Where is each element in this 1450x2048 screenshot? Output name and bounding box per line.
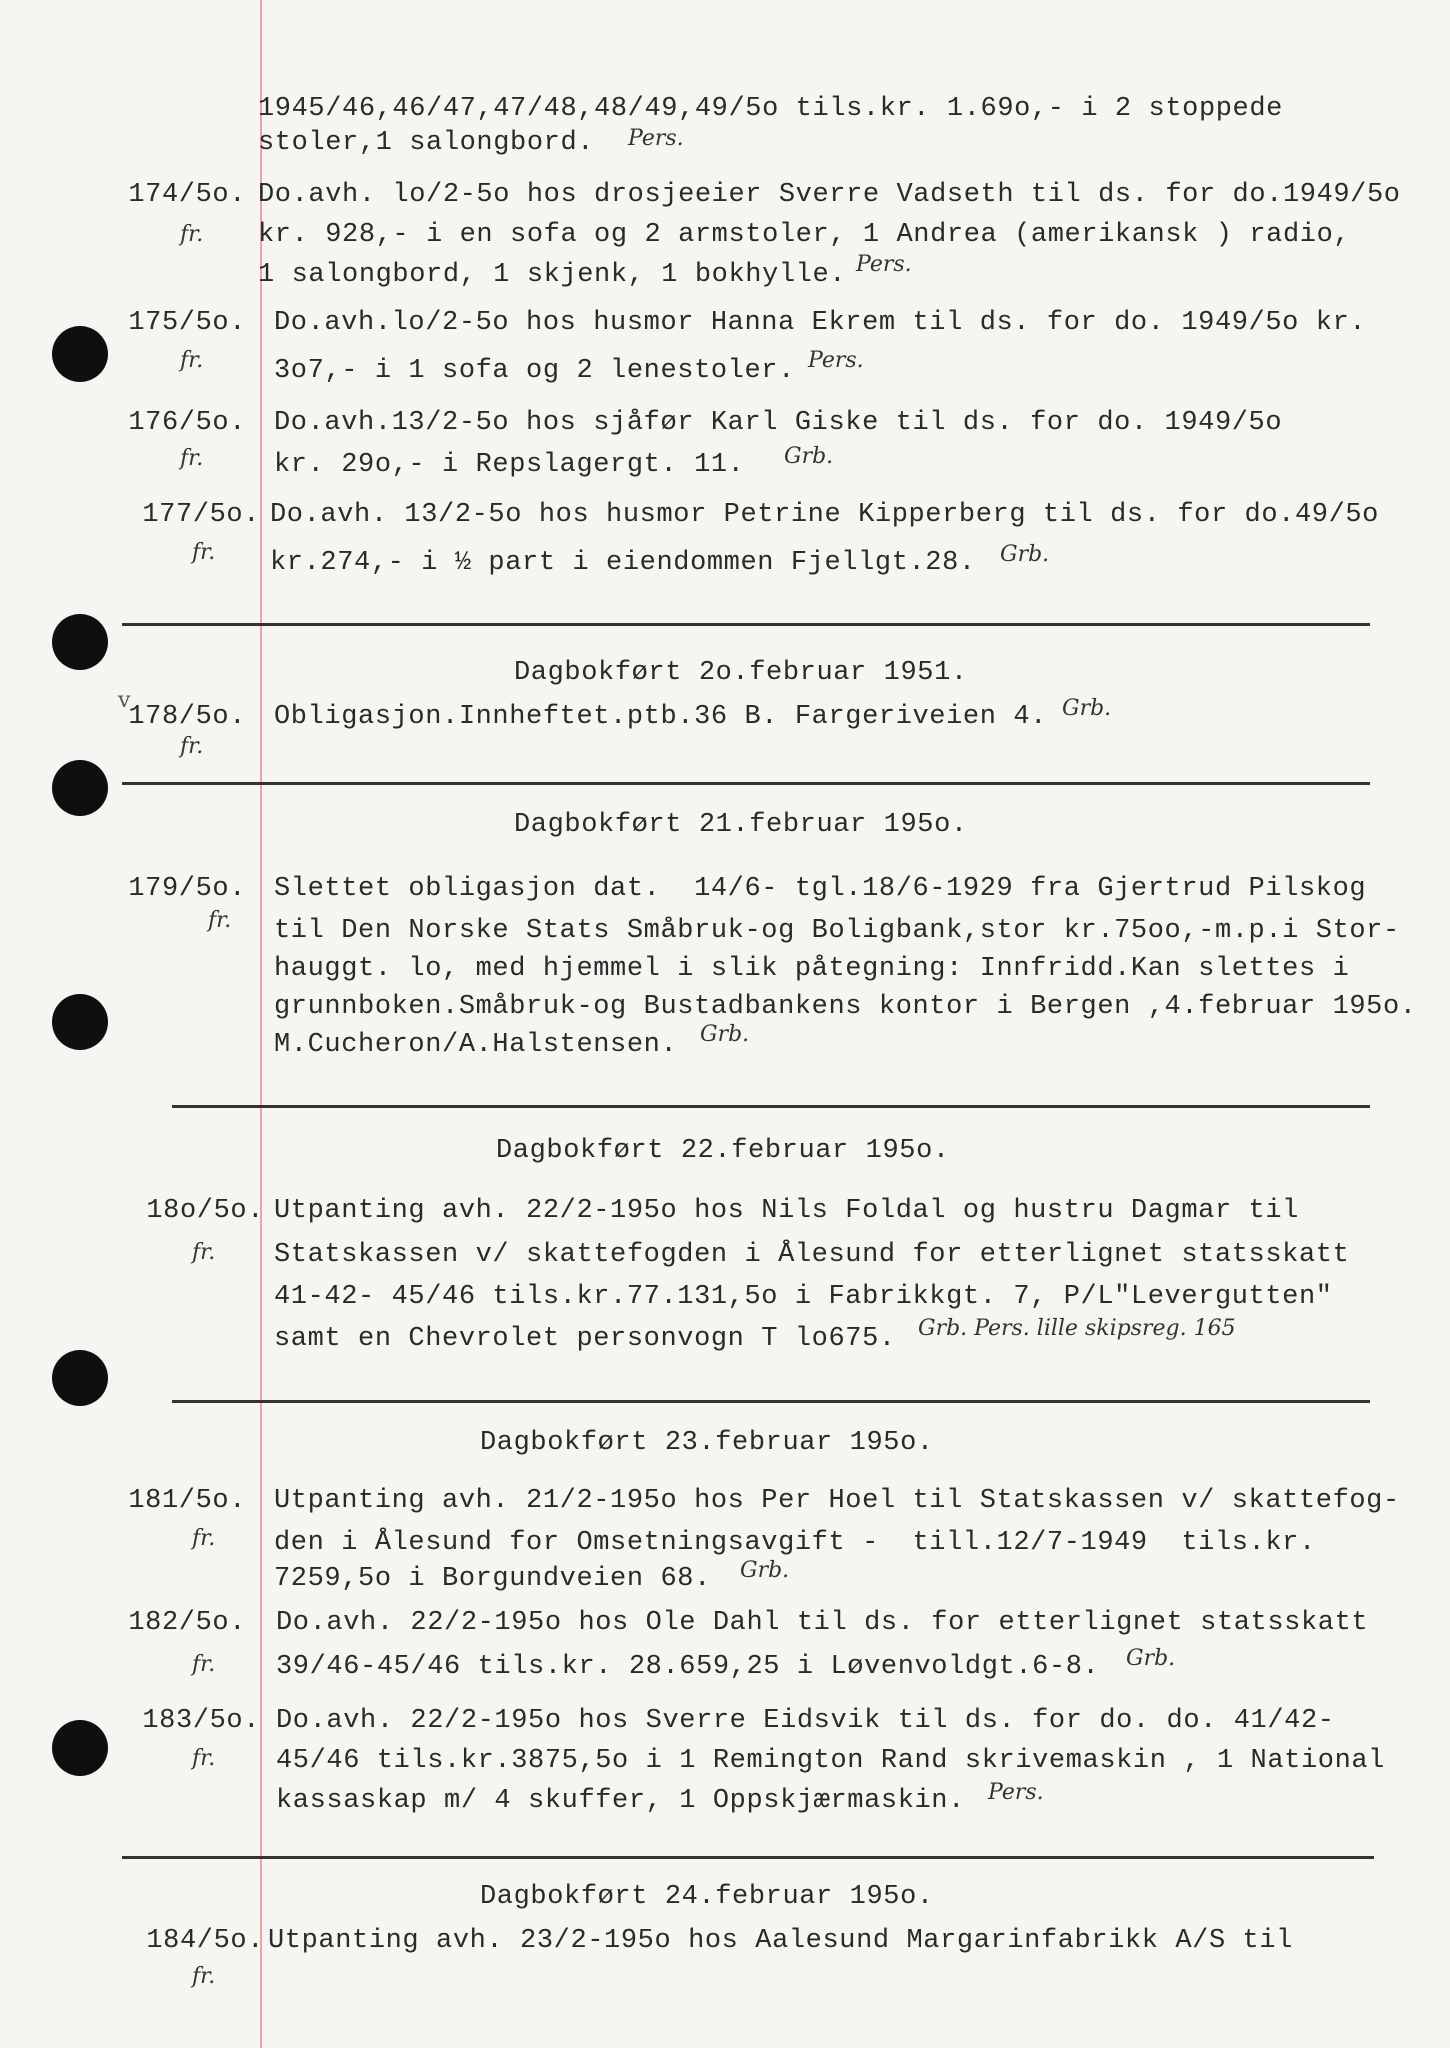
margin-mark: fr. (180, 446, 204, 471)
entry-line: 3o7,- i 1 sofa og 2 lenestoler. (274, 356, 795, 386)
margin-mark: fr. (192, 1526, 216, 1551)
entry-line: kr. 29o,- i Repslagergt. 11. (274, 450, 745, 480)
date-heading: Dagbokført 21.februar 195o. (514, 810, 968, 840)
signature: Grb. (1000, 542, 1050, 567)
signature: Pers. (988, 1780, 1044, 1805)
entry-line: Statskassen v/ skattefogden i Ålesund for etterlignet statsskatt (274, 1240, 1350, 1270)
entry-line: grunnboken.Småbruk-og Bustadbankens kontor i Bergen ,4.februar 195o. (274, 992, 1417, 1022)
entry-line: 1945/46,46/47,47/48,48/49,49/5o tils.kr. 1.69o,- i 2 stoppede (258, 94, 1283, 124)
margin-mark: fr. (180, 734, 204, 759)
margin-mark: fr. (208, 908, 232, 933)
entry-line: Obligasjon.Innheftet.ptb.36 B. Fargeriveien 4. (274, 702, 1047, 732)
margin-mark: fr. (180, 348, 204, 373)
entry-line: Utpanting avh. 21/2-195o hos Per Hoel til Statskassen v/ skattefog- (274, 1486, 1400, 1516)
entry-line: stoler,1 salongbord. (258, 128, 595, 158)
punch-hole (52, 614, 108, 670)
signature: Pers. (628, 126, 684, 151)
entry-number: 177/5o. (142, 500, 260, 530)
entry-line: til Den Norske Stats Småbruk-og Boligbank,stor kr.75oo,-m.p.i Stor- (274, 916, 1400, 946)
entry-line: 45/46 tils.kr.3875,5o i 1 Remington Rand skrivemaskin , 1 National (276, 1746, 1385, 1776)
date-heading: Dagbokført 2o.februar 1951. (514, 658, 968, 688)
entry-number: 179/5o. (128, 874, 246, 904)
entry-line: 41-42- 45/46 tils.kr.77.131,5o i Fabrikkgt. 7, P/L"Levergutten" (274, 1282, 1333, 1312)
section-rule (122, 782, 1370, 785)
entry-line: Slettet obligasjon dat. 14/6- tgl.18/6-1929 fra Gjertrud Pilskog (274, 874, 1367, 904)
entry-line: Utpanting avh. 23/2-195o hos Aalesund Margarinfabrikk A/S til (268, 1926, 1293, 1956)
margin-mark: fr. (192, 1746, 216, 1771)
entry-line: Utpanting avh. 22/2-195o hos Nils Foldal og hustru Dagmar til (274, 1196, 1299, 1226)
entry-line: Do.avh. 22/2-195o hos Sverre Eidsvik til ds. for do. do. 41/42- (276, 1706, 1335, 1736)
signature: Grb. (700, 1022, 750, 1047)
signature: Grb. (740, 1558, 790, 1583)
entry-number: 175/5o. (128, 308, 246, 338)
margin-mark: fr. (180, 222, 204, 247)
entry-line: 7259,5o i Borgundveien 68. (274, 1564, 711, 1594)
entry-line: Do.avh. lo/2-5o hos drosjeeier Sverre Vadseth til ds. for do.1949/5o (258, 180, 1401, 210)
entry-number: 178/5o. (128, 702, 246, 732)
signature: Grb. (784, 444, 834, 469)
margin-mark: fr. (192, 540, 216, 565)
signature: Grb. Pers. lille skipsreg. 165 (918, 1316, 1236, 1341)
section-rule (122, 1856, 1374, 1859)
date-heading: Dagbokført 23.februar 195o. (480, 1428, 934, 1458)
entry-number: 182/5o. (128, 1608, 246, 1638)
entry-number: 176/5o. (128, 408, 246, 438)
entry-line: Do.avh. 22/2-195o hos Ole Dahl til ds. for etterlignet statsskatt (276, 1608, 1369, 1638)
entry-line: M.Cucheron/A.Halstensen. (274, 1030, 678, 1060)
signature: Grb. (1126, 1646, 1176, 1671)
signature: Grb. (1062, 696, 1112, 721)
entry-line: kr.274,- i ½ part i eiendommen Fjellgt.28. (270, 548, 976, 578)
entry-line: kassaskap m/ 4 skuffer, 1 Oppskjærmaskin. (276, 1786, 965, 1816)
entry-line: Do.avh.13/2-5o hos sjåfør Karl Giske til ds. for do. 1949/5o (274, 408, 1283, 438)
margin-mark: fr. (192, 1652, 216, 1677)
entry-number: 18o/5o. (146, 1196, 264, 1226)
entry-line: 39/46-45/46 tils.kr. 28.659,25 i Løvenvoldgt.6-8. (276, 1652, 1100, 1682)
entry-number: 183/5o. (142, 1706, 260, 1736)
punch-hole (52, 760, 108, 816)
section-rule (172, 1400, 1370, 1403)
punch-hole (52, 994, 108, 1050)
entry-line: Do.avh. 13/2-5o hos husmor Petrine Kipperberg til ds. for do.49/5o (270, 500, 1379, 530)
section-rule (172, 1105, 1370, 1108)
signature: Pers. (856, 252, 912, 277)
margin-line (260, 0, 262, 2048)
date-heading: Dagbokført 22.februar 195o. (496, 1136, 950, 1166)
check-mark: v (118, 688, 131, 713)
punch-hole (52, 1350, 108, 1406)
entry-line: kr. 928,- i en sofa og 2 armstoler, 1 Andrea (amerikansk ) radio, (258, 220, 1351, 250)
entry-line: samt en Chevrolet personvogn T lo675. (274, 1324, 896, 1354)
entry-line: den i Ålesund for Omsetningsavgift - till.12/7-1949 tils.kr. (274, 1528, 1316, 1558)
entry-number: 181/5o. (128, 1486, 246, 1516)
margin-mark: fr. (192, 1240, 216, 1265)
entry-line: 1 salongbord, 1 skjenk, 1 bokhylle. (258, 260, 847, 290)
entry-number: 174/5o. (128, 180, 246, 210)
entry-line: Do.avh.lo/2-5o hos husmor Hanna Ekrem til ds. for do. 1949/5o kr. (274, 308, 1367, 338)
entry-number: 184/5o. (146, 1926, 264, 1956)
date-heading: Dagbokført 24.februar 195o. (480, 1882, 934, 1912)
signature: Pers. (808, 348, 864, 373)
entry-line: hauggt. lo, med hjemmel i slik påtegning: Innfridd.Kan slettes i (274, 954, 1350, 984)
margin-mark: fr. (192, 1964, 216, 1989)
section-rule (122, 623, 1370, 626)
